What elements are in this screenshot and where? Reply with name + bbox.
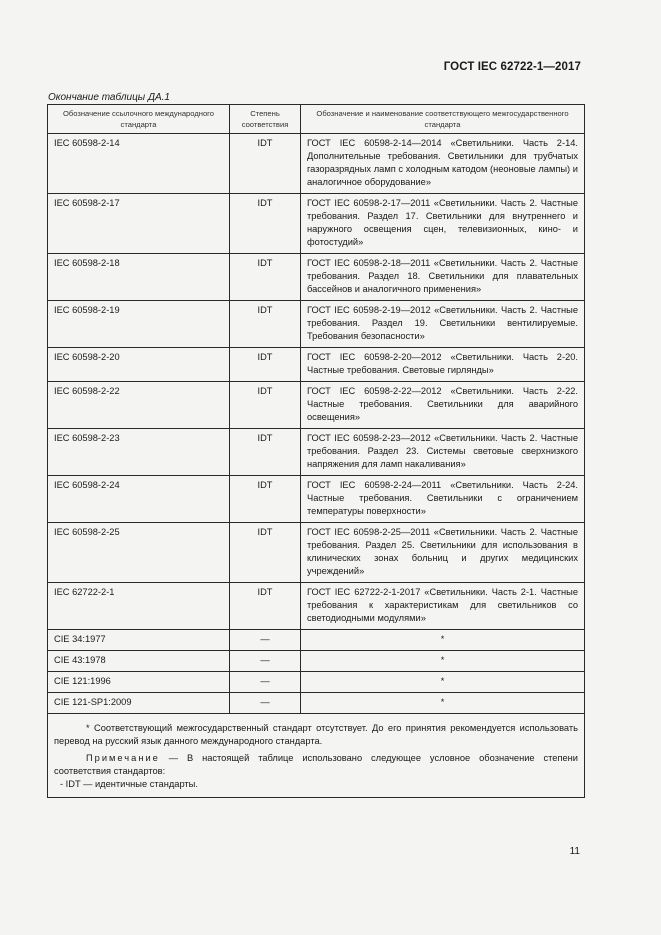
table-row <box>48 134 585 194</box>
degree-cell: IDT <box>230 382 301 429</box>
column-header-standard: Обозначение и наименование соответствующего межгосударственного стандарта <box>301 105 585 134</box>
table-row <box>48 693 585 714</box>
reference-cell: CIE 43:1978 <box>48 651 230 672</box>
degree-cell: IDT <box>230 254 301 301</box>
standard-cell: * <box>301 693 585 714</box>
reference-cell: IEC 60598-2-23 <box>48 429 230 476</box>
degree-cell: IDT <box>230 476 301 523</box>
table-footer-row <box>48 714 585 798</box>
table-row <box>48 301 585 348</box>
column-header-degree: Степень соответствия <box>230 105 301 134</box>
degree-cell: — <box>230 630 301 651</box>
table-row <box>48 382 585 429</box>
degree-cell: — <box>230 651 301 672</box>
reference-cell: IEC 60598-2-18 <box>48 254 230 301</box>
reference-cell: IEC 60598-2-24 <box>48 476 230 523</box>
reference-cell: IEC 60598-2-25 <box>48 523 230 583</box>
table-row <box>48 651 585 672</box>
note-item: - IDT — идентичные стандарты. <box>60 779 198 789</box>
standard-cell: ГОСТ IEC 60598-2-19—2012 «Светильники. Часть 2. Частные требования. Раздел 19. Светильники вентилируемые. Требования безопасности» <box>301 301 585 348</box>
note-paragraph <box>54 752 578 778</box>
standard-cell: ГОСТ IEC 60598-2-14—2014 «Светильники. Часть 2-14. Дополнительные требования. Светильники для трубчатых газоразрядных ламп с холодным катодом (неоновые лампы) и аналогичное оборудование» <box>301 134 585 194</box>
standard-cell: ГОСТ IEC 60598-2-25—2011 «Светильники. Часть 2. Частные требования. Раздел 25. Светильники для использования в клинических зонах больниц и других медицинских учреждений» <box>301 523 585 583</box>
standard-cell: ГОСТ IEC 60598-2-23—2012 «Светильники. Часть 2. Частные требования. Раздел 23. Системы световые сверхнизкого напряжения для ламп накаливания» <box>301 429 585 476</box>
standard-cell: ГОСТ IEC 60598-2-18—2011 «Светильники. Часть 2. Частные требования. Раздел 18. Светильники для плавательных бассейнов и аналогичного применения» <box>301 254 585 301</box>
reference-cell: IEC 60598-2-14 <box>48 134 230 194</box>
reference-cell: CIE 34:1977 <box>48 630 230 651</box>
table-row <box>48 630 585 651</box>
standard-cell: ГОСТ IEC 62722-2-1-2017 «Светильники. Часть 2-1. Частные требования к характеристикам для светильников со светодиодными модулями» <box>301 583 585 630</box>
table-row <box>48 476 585 523</box>
degree-cell: IDT <box>230 523 301 583</box>
table-row <box>48 429 585 476</box>
reference-cell: CIE 121:1996 <box>48 672 230 693</box>
note-label: Примечание <box>86 753 160 763</box>
column-header-reference: Обозначение ссылочного международного стандарта <box>48 105 230 134</box>
standard-cell: ГОСТ IEC 60598-2-17—2011 «Светильники. Часть 2. Частные требования. Раздел 17. Светильники для внутреннего и наружного освещения сцен, телевизионных, кино- и фотостудий» <box>301 194 585 254</box>
note-text: — В настоящей таблице использовано следующее условное обозначение степени соответствия стандартов: <box>54 753 578 776</box>
degree-cell: — <box>230 693 301 714</box>
table-footnote <box>48 714 585 798</box>
degree-cell: IDT <box>230 348 301 382</box>
table-header-row <box>48 105 585 134</box>
standard-cell: ГОСТ IEC 60598-2-22—2012 «Светильники. Часть 2-22. Частные требования. Светильники для аварийного освещения» <box>301 382 585 429</box>
degree-cell: IDT <box>230 429 301 476</box>
reference-cell: CIE 121-SP1:2009 <box>48 693 230 714</box>
footnote-text: * Соответствующий межгосударственный стандарт отсутствует. До его принятия рекомендуется использовать перевод на русский язык данного международного стандарта. <box>54 723 578 746</box>
table-row <box>48 583 585 630</box>
table-row <box>48 523 585 583</box>
page-number: 11 <box>569 846 580 857</box>
reference-cell: IEC 60598-2-19 <box>48 301 230 348</box>
table-row <box>48 672 585 693</box>
standards-table <box>47 104 585 798</box>
degree-cell: IDT <box>230 583 301 630</box>
degree-cell: IDT <box>230 194 301 254</box>
standard-cell: * <box>301 651 585 672</box>
degree-cell: IDT <box>230 301 301 348</box>
reference-cell: IEC 60598-2-17 <box>48 194 230 254</box>
reference-cell: IEC 60598-2-20 <box>48 348 230 382</box>
degree-cell: — <box>230 672 301 693</box>
table-row <box>48 348 585 382</box>
standard-cell: ГОСТ IEC 60598-2-24—2011 «Светильники. Часть 2-24. Частные требования. Светильники с ограничением температуры поверхности» <box>301 476 585 523</box>
standard-cell: * <box>301 630 585 651</box>
table-row <box>48 194 585 254</box>
table-row <box>48 254 585 301</box>
reference-cell: IEC 62722-2-1 <box>48 583 230 630</box>
table-caption: Окончание таблицы ДА.1 <box>48 92 170 103</box>
standard-cell: * <box>301 672 585 693</box>
degree-cell: IDT <box>230 134 301 194</box>
standard-cell: ГОСТ IEC 60598-2-20—2012 «Светильники. Часть 2-20. Частные требования. Световые гирлянды» <box>301 348 585 382</box>
document-code: ГОСТ IEC 62722-1—2017 <box>443 61 581 73</box>
reference-cell: IEC 60598-2-22 <box>48 382 230 429</box>
